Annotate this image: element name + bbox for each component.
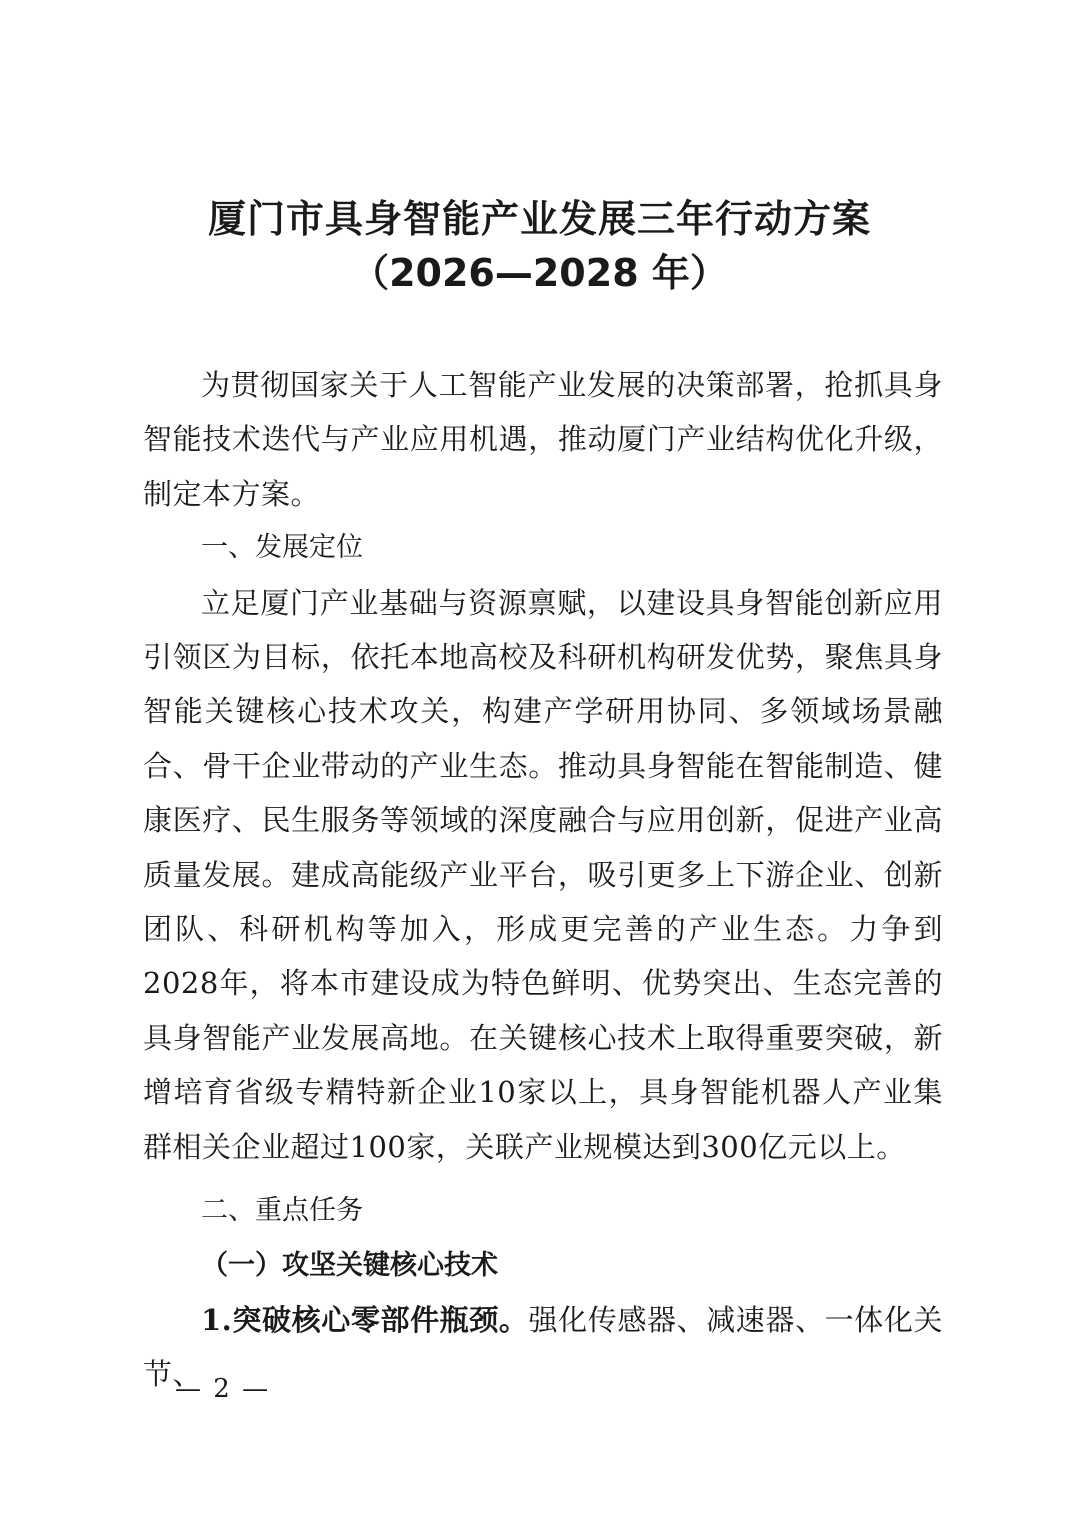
- page-number: — 2 —: [175, 1374, 271, 1404]
- document-title: 厦门市具身智能产业发展三年行动方案: [207, 197, 871, 241]
- task-item-1-text: 强化传感器、减速器、一体化关节、: [143, 1302, 943, 1392]
- intro-paragraph: 为贯彻国家关于人工智能产业发展的决策部署，抢抓具身智能技术迭代与产业应用机遇，推动厦门产业结构优化升级，制定本方案。: [143, 368, 943, 511]
- section-heading-tasks: 二、重点任务: [201, 1195, 363, 1227]
- positioning-paragraph: 立足厦门产业基础与资源禀赋，以建设具身智能创新应用引领区为目标，依托本地高校及科研机构研发优势，聚焦具身智能关键核心技术攻关，构建产学研用协同、多领域场景融合、骨干企业带动的产业生态。推动具身智能在智能制造、健康医疗、民生服务等领域的深度融合与应用创新，促进产业高质量发展。建成高能级产业平台，吸引更多上下游企业、创新团队、科研机构等加入，形成更完善的产业生态。力争到2028年，将本市建设成为特色鲜明、优势突出、生态完善的具身智能产业发展高地。在关键核心技术上取得重要突破，新增培育省级专精特新企业10家以上，具身智能机器人产业集群相关企业超过100家，关联产业规模达到300亿元以上。: [143, 585, 943, 1164]
- task-item-1-lead: 1.突破核心零部件瓶颈。: [201, 1302, 529, 1337]
- section-heading-positioning: 一、发展定位: [201, 532, 363, 564]
- document-subtitle: （2026—2028 年）: [351, 251, 728, 295]
- document-body: [143, 358, 943, 1402]
- subsection-heading-core-tech: （一）攻坚关键核心技术: [201, 1249, 498, 1281]
- spacer: [143, 1174, 943, 1184]
